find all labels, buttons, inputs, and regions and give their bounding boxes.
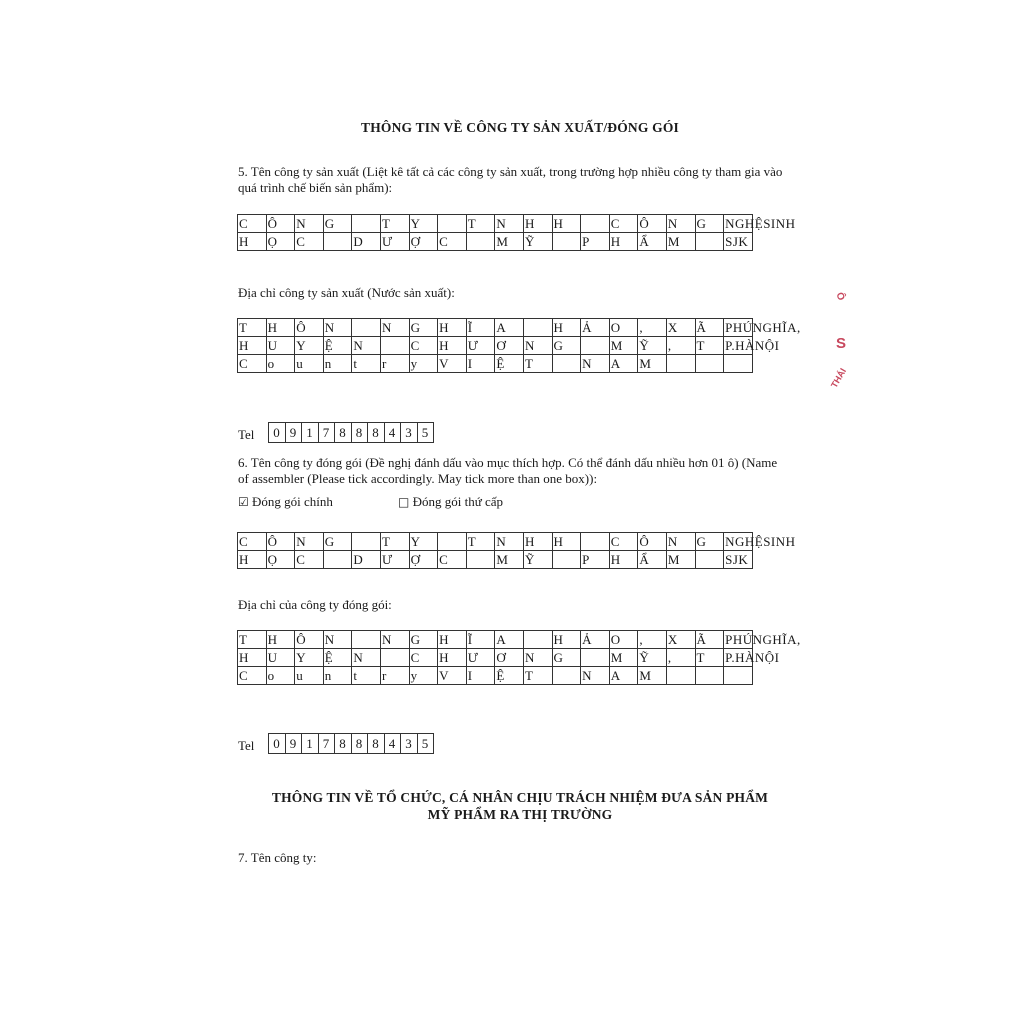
char-box: Ư bbox=[381, 233, 410, 251]
char-box: C bbox=[410, 649, 439, 667]
tel-digit-box: 0 bbox=[269, 423, 286, 443]
char-box: H bbox=[553, 319, 582, 337]
char-box: X bbox=[667, 631, 696, 649]
unchecked-box-icon: □ bbox=[398, 495, 410, 509]
char-box: G bbox=[324, 533, 353, 551]
char-box: V bbox=[438, 355, 467, 373]
char-box: C bbox=[438, 233, 467, 251]
char-box: P.HÀNỘI bbox=[724, 649, 753, 667]
char-box: t bbox=[352, 355, 381, 373]
manufacturer-tel-label: Tel bbox=[238, 427, 255, 442]
char-box: C bbox=[410, 337, 439, 355]
char-box: Ỹ bbox=[524, 551, 553, 569]
tel-digit-box: 1 bbox=[302, 423, 319, 443]
char-box: NGHỆSINH bbox=[724, 533, 753, 551]
char-box: A bbox=[610, 355, 639, 373]
char-box: o bbox=[267, 667, 296, 685]
char-box: G bbox=[696, 215, 725, 233]
char-box: o bbox=[267, 355, 296, 373]
char-box: V bbox=[438, 667, 467, 685]
tel-digit-box: 8 bbox=[368, 423, 385, 443]
char-box: P bbox=[581, 233, 610, 251]
char-box: Ọ bbox=[267, 233, 296, 251]
char-box: Ả bbox=[581, 319, 610, 337]
char-box: y bbox=[410, 355, 439, 373]
question-5-text: 5. Tên công ty sản xuất (Liệt kê tất cả các công ty sản xuất, trong trường hợp nhiều công ty tham gia vào quá trình chế biến sản phẩm): bbox=[238, 164, 783, 195]
char-box: H bbox=[238, 551, 267, 569]
char-box: P.HÀNỘI bbox=[724, 337, 753, 355]
char-box: M bbox=[495, 233, 524, 251]
char-box bbox=[381, 337, 410, 355]
assembler-tel-grid bbox=[268, 733, 434, 754]
char-box: Ẩ bbox=[638, 233, 667, 251]
char-box: N bbox=[667, 215, 696, 233]
char-box bbox=[724, 667, 753, 685]
char-box: N bbox=[324, 631, 353, 649]
char-box bbox=[696, 551, 725, 569]
char-box: N bbox=[352, 649, 381, 667]
char-box: Ả bbox=[581, 631, 610, 649]
char-box: H bbox=[438, 337, 467, 355]
tel-digit-box: 8 bbox=[368, 734, 385, 754]
char-box bbox=[438, 215, 467, 233]
char-box: Y bbox=[295, 649, 324, 667]
char-box: H bbox=[267, 319, 296, 337]
char-box: M bbox=[638, 667, 667, 685]
char-box: N bbox=[495, 533, 524, 551]
char-box: Ư bbox=[467, 337, 496, 355]
char-box: C bbox=[295, 233, 324, 251]
char-box: Ẩ bbox=[638, 551, 667, 569]
option-secondary-packing[interactable] bbox=[398, 494, 503, 510]
tel-digit-box: 1 bbox=[302, 734, 319, 754]
char-box: N bbox=[524, 649, 553, 667]
char-box: r bbox=[381, 355, 410, 373]
assembler-tel-label: Tel bbox=[238, 738, 255, 753]
tel-digit-box: 8 bbox=[352, 734, 369, 754]
char-box: t bbox=[352, 667, 381, 685]
char-box: r bbox=[381, 667, 410, 685]
char-box: C bbox=[238, 667, 267, 685]
char-box bbox=[667, 667, 696, 685]
char-box: Ệ bbox=[324, 649, 353, 667]
assembler-address-grid bbox=[237, 630, 801, 685]
char-box: H bbox=[553, 533, 582, 551]
char-box: N bbox=[581, 667, 610, 685]
stamp-line2: S bbox=[836, 335, 847, 352]
char-box: G bbox=[324, 215, 353, 233]
char-box: N bbox=[495, 215, 524, 233]
char-box: Ợ bbox=[410, 233, 439, 251]
char-box: Y bbox=[410, 533, 439, 551]
char-box: T bbox=[381, 533, 410, 551]
char-box: G bbox=[553, 337, 582, 355]
char-box: C bbox=[438, 551, 467, 569]
char-box: Ĩ bbox=[467, 631, 496, 649]
char-box: n bbox=[324, 355, 353, 373]
char-box: T bbox=[524, 355, 553, 373]
char-box: u bbox=[295, 355, 324, 373]
assembler-name-grid bbox=[237, 532, 796, 569]
tel-digit-box: 5 bbox=[418, 423, 435, 443]
char-box: T bbox=[467, 533, 496, 551]
char-box: Ĩ bbox=[467, 319, 496, 337]
section-title-responsible-party-line2: MỸ PHẨM RA THỊ TRƯỜNG bbox=[427, 807, 613, 822]
tel-digit-box: 8 bbox=[335, 734, 352, 754]
char-box bbox=[667, 355, 696, 373]
char-box: u bbox=[295, 667, 324, 685]
char-box: C bbox=[295, 551, 324, 569]
char-box: N bbox=[524, 337, 553, 355]
char-box: G bbox=[410, 631, 439, 649]
char-box: , bbox=[667, 649, 696, 667]
char-box bbox=[352, 319, 381, 337]
char-box: N bbox=[324, 319, 353, 337]
char-box: H bbox=[238, 337, 267, 355]
char-box: Ô bbox=[267, 215, 296, 233]
char-box: Y bbox=[295, 337, 324, 355]
char-box: Ô bbox=[267, 533, 296, 551]
char-box: C bbox=[238, 355, 267, 373]
char-box bbox=[553, 667, 582, 685]
char-box: T bbox=[381, 215, 410, 233]
char-box bbox=[581, 533, 610, 551]
char-box: Ư bbox=[467, 649, 496, 667]
char-box bbox=[438, 533, 467, 551]
char-box: H bbox=[238, 649, 267, 667]
char-box: U bbox=[267, 649, 296, 667]
option-primary-packing[interactable] bbox=[238, 494, 333, 510]
assembler-address-label: Địa chỉ của công ty đóng gói: bbox=[238, 597, 392, 612]
char-box: n bbox=[324, 667, 353, 685]
char-box: X bbox=[667, 319, 696, 337]
stamp-line1: Ô bbox=[833, 290, 847, 303]
char-box: Ệ bbox=[324, 337, 353, 355]
char-box: Ô bbox=[295, 631, 324, 649]
char-box bbox=[352, 631, 381, 649]
tel-digit-box: 9 bbox=[286, 423, 303, 443]
char-box bbox=[467, 551, 496, 569]
char-box: H bbox=[553, 631, 582, 649]
char-box: G bbox=[410, 319, 439, 337]
char-box bbox=[467, 233, 496, 251]
char-box bbox=[581, 337, 610, 355]
char-box: N bbox=[295, 533, 324, 551]
tel-digit-box: 9 bbox=[286, 734, 303, 754]
char-box: T bbox=[696, 649, 725, 667]
char-box bbox=[553, 551, 582, 569]
char-box: Ô bbox=[638, 533, 667, 551]
char-box: SJK bbox=[724, 233, 753, 251]
char-box: Ã bbox=[696, 319, 725, 337]
char-box: M bbox=[667, 233, 696, 251]
manufacturer-name-grid bbox=[237, 214, 796, 251]
char-box: Ọ bbox=[267, 551, 296, 569]
question-6-text: 6. Tên công ty đóng gói (Đề nghị đánh dấu vào mục thích hợp. Có thể đánh dấu nhiều hơn 01 ô) (Name of assembler (Please tick accordingly. May tick more than one box)): bbox=[238, 455, 778, 486]
char-box: H bbox=[438, 319, 467, 337]
char-box: Ơ bbox=[495, 649, 524, 667]
stamp-fragment bbox=[826, 285, 856, 395]
char-box: T bbox=[238, 631, 267, 649]
char-box: M bbox=[610, 649, 639, 667]
tel-digit-box: 8 bbox=[352, 423, 369, 443]
char-box: N bbox=[295, 215, 324, 233]
char-box: PHÚNGHĨA, bbox=[724, 319, 753, 337]
char-box bbox=[352, 215, 381, 233]
char-box: Ỹ bbox=[638, 337, 667, 355]
manufacturer-tel-grid bbox=[268, 422, 434, 443]
tel-digit-box: 7 bbox=[319, 423, 336, 443]
manufacturer-address-label: Địa chỉ công ty sản xuất (Nước sản xuất): bbox=[238, 285, 455, 300]
char-box: Ã bbox=[696, 631, 725, 649]
char-box: Ơ bbox=[495, 337, 524, 355]
char-box: Y bbox=[410, 215, 439, 233]
char-box: Ư bbox=[381, 551, 410, 569]
char-box: O bbox=[610, 631, 639, 649]
char-box: C bbox=[610, 533, 639, 551]
char-box bbox=[696, 667, 725, 685]
char-box bbox=[524, 631, 553, 649]
char-box: PHÚNGHĨA, bbox=[724, 631, 753, 649]
char-box: , bbox=[667, 337, 696, 355]
tel-digit-box: 4 bbox=[385, 423, 402, 443]
char-box: C bbox=[610, 215, 639, 233]
char-box: T bbox=[696, 337, 725, 355]
char-box: H bbox=[438, 631, 467, 649]
char-box: M bbox=[610, 337, 639, 355]
char-box: H bbox=[610, 551, 639, 569]
char-box: D bbox=[352, 233, 381, 251]
char-box: T bbox=[524, 667, 553, 685]
char-box bbox=[524, 319, 553, 337]
char-box: N bbox=[381, 319, 410, 337]
option-primary-label: Đóng gói chính bbox=[252, 494, 333, 509]
char-box: A bbox=[495, 631, 524, 649]
char-box: I bbox=[467, 667, 496, 685]
char-box: A bbox=[610, 667, 639, 685]
question-7-text: 7. Tên công ty: bbox=[238, 850, 317, 865]
char-box: N bbox=[381, 631, 410, 649]
char-box: C bbox=[238, 215, 267, 233]
char-box bbox=[324, 551, 353, 569]
char-box: N bbox=[352, 337, 381, 355]
char-box: N bbox=[667, 533, 696, 551]
char-box: Ỹ bbox=[524, 233, 553, 251]
char-box: Ô bbox=[295, 319, 324, 337]
manufacturer-address-grid bbox=[237, 318, 801, 373]
tel-digit-box: 7 bbox=[319, 734, 336, 754]
char-box: H bbox=[610, 233, 639, 251]
char-box: M bbox=[495, 551, 524, 569]
char-box: G bbox=[696, 533, 725, 551]
char-box bbox=[696, 355, 725, 373]
char-box: y bbox=[410, 667, 439, 685]
char-box: O bbox=[610, 319, 639, 337]
char-box bbox=[324, 233, 353, 251]
checked-box-icon: ☑ bbox=[238, 495, 249, 509]
char-box: , bbox=[638, 319, 667, 337]
tel-digit-box: 3 bbox=[401, 423, 418, 443]
tel-digit-box: 4 bbox=[385, 734, 402, 754]
char-box: H bbox=[553, 215, 582, 233]
char-box bbox=[553, 355, 582, 373]
tel-digit-box: 8 bbox=[335, 423, 352, 443]
char-box: , bbox=[638, 631, 667, 649]
tel-digit-box: 0 bbox=[269, 734, 286, 754]
char-box: I bbox=[467, 355, 496, 373]
char-box: N bbox=[581, 355, 610, 373]
char-box: C bbox=[238, 533, 267, 551]
tel-digit-box: 5 bbox=[418, 734, 435, 754]
char-box: H bbox=[267, 631, 296, 649]
char-box: NGHỆSINH bbox=[724, 215, 753, 233]
char-box bbox=[581, 215, 610, 233]
char-box: Ỹ bbox=[638, 649, 667, 667]
char-box: T bbox=[238, 319, 267, 337]
char-box bbox=[553, 233, 582, 251]
char-box: H bbox=[524, 533, 553, 551]
char-box bbox=[381, 649, 410, 667]
char-box: SJK bbox=[724, 551, 753, 569]
char-box bbox=[581, 649, 610, 667]
option-secondary-label: Đóng gói thứ cấp bbox=[412, 494, 504, 509]
char-box: H bbox=[438, 649, 467, 667]
char-box: T bbox=[467, 215, 496, 233]
section-title-responsible-party: THÔNG TIN VỀ TỔ CHỨC, CÁ NHÂN CHỊU TRÁCH NHIỆM ĐƯA SẢN PHẨM bbox=[271, 790, 769, 805]
char-box: Ệ bbox=[495, 667, 524, 685]
char-box: M bbox=[667, 551, 696, 569]
section-title-manufacturer: THÔNG TIN VỀ CÔNG TY SẢN XUẤT/ĐÓNG GÓI bbox=[360, 120, 680, 135]
char-box: H bbox=[524, 215, 553, 233]
char-box bbox=[352, 533, 381, 551]
char-box: H bbox=[238, 233, 267, 251]
char-box: M bbox=[638, 355, 667, 373]
char-box bbox=[724, 355, 753, 373]
char-box: A bbox=[495, 319, 524, 337]
char-box: P bbox=[581, 551, 610, 569]
char-box: Ô bbox=[638, 215, 667, 233]
tel-digit-box: 3 bbox=[401, 734, 418, 754]
char-box: Ợ bbox=[410, 551, 439, 569]
char-box: D bbox=[352, 551, 381, 569]
char-box: Ệ bbox=[495, 355, 524, 373]
char-box: G bbox=[553, 649, 582, 667]
char-box: U bbox=[267, 337, 296, 355]
stamp-line3: THÁI bbox=[828, 366, 849, 390]
char-box bbox=[696, 233, 725, 251]
